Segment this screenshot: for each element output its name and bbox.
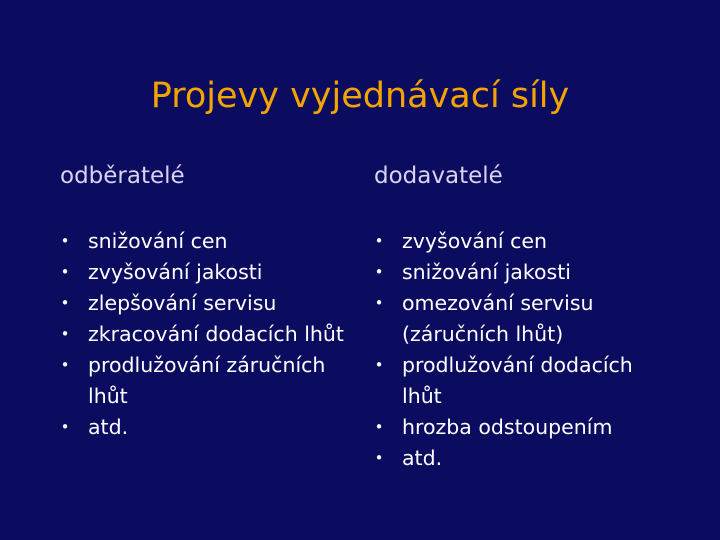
list-item-text: hrozba odstoupením: [402, 415, 613, 439]
bullet-icon: •: [60, 418, 70, 436]
bullet-icon: •: [60, 356, 70, 374]
list-item-text: snižování cen: [88, 229, 228, 253]
list-item: [58, 412, 368, 443]
list-item: [58, 226, 368, 257]
right-bullet-list: [372, 226, 662, 474]
list-item: [372, 288, 662, 350]
bullet-icon: •: [374, 449, 384, 467]
left-column-heading: odběratelé: [60, 163, 185, 189]
list-item: [372, 226, 662, 257]
bullet-icon: •: [60, 294, 70, 312]
list-item: [372, 443, 662, 474]
list-item-text: zvyšování jakosti: [88, 260, 263, 284]
bullet-icon: •: [374, 418, 384, 436]
list-item-text: zlepšování servisu: [88, 291, 277, 315]
bullet-icon: •: [60, 325, 70, 343]
list-item-text: snižování jakosti: [402, 260, 571, 284]
list-item: [372, 412, 662, 443]
list-item: [58, 257, 368, 288]
slide-title: Projevy vyjednávací síly: [150, 76, 570, 116]
bullet-icon: •: [374, 356, 384, 374]
list-item-text: omezování servisu (záručních lhůt): [402, 291, 594, 346]
list-item-text: zkracování dodacích lhůt: [88, 322, 344, 346]
list-item-text: zvyšování cen: [402, 229, 548, 253]
bullet-icon: •: [60, 263, 70, 281]
list-item: [58, 319, 368, 350]
list-item-text: prodlužování dodacích lhůt: [402, 353, 633, 408]
bullet-icon: •: [374, 294, 384, 312]
list-item-text: prodlužování záručních lhůt: [88, 353, 326, 408]
left-bullet-list: [58, 226, 368, 443]
list-item: [58, 288, 368, 319]
bullet-icon: •: [374, 263, 384, 281]
list-item-text: atd.: [88, 415, 129, 439]
bullet-icon: •: [374, 232, 384, 250]
list-item: [58, 350, 368, 412]
bullet-icon: •: [60, 232, 70, 250]
list-item: [372, 350, 662, 412]
list-item: [372, 257, 662, 288]
list-item-text: atd.: [402, 446, 443, 470]
right-column-heading: dodavatelé: [374, 163, 503, 189]
